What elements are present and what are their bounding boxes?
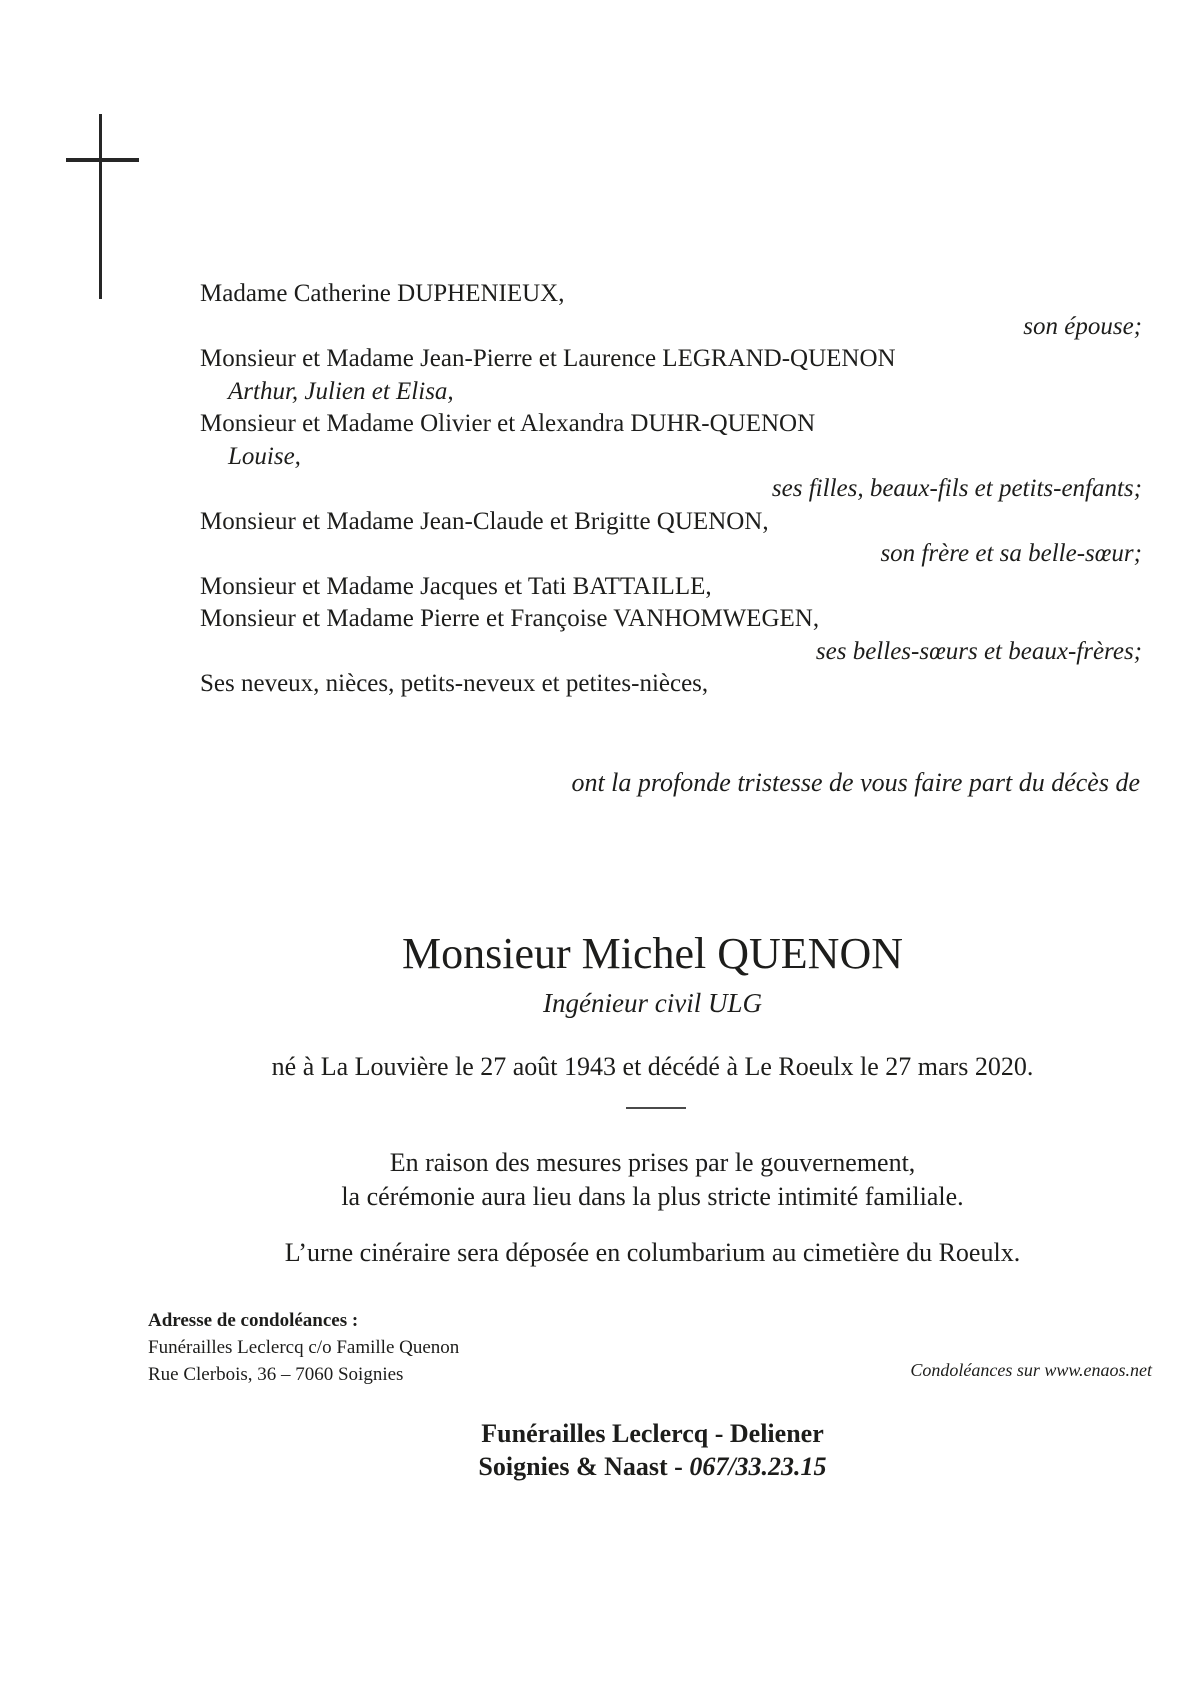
- announcement-line: ont la profonde tristesse de vous faire part du décès de: [571, 768, 1140, 797]
- ceremony-line-2: la cérémonie aura lieu dans la plus stricte intimité familiale.: [341, 1182, 964, 1211]
- family-line: Madame Catherine DUPHENIEUX,: [200, 280, 565, 307]
- funeral-home-phone: 067/33.23.15: [689, 1452, 827, 1481]
- deceased-name: Monsieur Michel QUENON: [401, 929, 904, 978]
- children-line: Arthur, Julien et Elisa,: [228, 377, 454, 405]
- family-line: Monsieur et Madame Pierre et Françoise VANHOMWEGEN,: [200, 605, 820, 632]
- condolence-address-line-2: Rue Clerbois, 36 – 7060 Soignies: [148, 1364, 404, 1385]
- cross-vertical-bar: [99, 114, 102, 299]
- family-line: Monsieur et Madame Jean-Pierre et Laurence LEGRAND-QUENON: [200, 345, 896, 372]
- relation-line: son épouse;: [1023, 312, 1142, 340]
- funeral-home-name: Funérailles Leclercq - Deliener: [481, 1419, 824, 1448]
- funeral-home-contact: [105, 1450, 1194, 1483]
- condolence-address-block: [148, 1307, 459, 1388]
- ceremony-line-1: En raison des mesures prises par le gouvernement,: [389, 1148, 916, 1177]
- condolence-address-line-1: Funérailles Leclercq c/o Famille Quenon: [148, 1337, 460, 1358]
- family-line: Ses neveux, nièces, petits-neveux et petites-nièces,: [200, 670, 709, 697]
- section-divider: [626, 1107, 686, 1109]
- funeral-home-block: [105, 1417, 1194, 1483]
- online-condolences-link: Condoléances sur www.enaos.net: [910, 1360, 1152, 1380]
- family-line: Monsieur et Madame Jean-Claude et Brigitte QUENON,: [200, 507, 769, 535]
- family-list: [200, 278, 1142, 701]
- relation-line: son frère et sa belle-sœur;: [880, 540, 1142, 567]
- family-line: Monsieur et Madame Jacques et Tati BATTAILLE,: [200, 572, 712, 600]
- deceased-title: Ingénieur civil ULG: [543, 988, 762, 1018]
- relation-line: ses belles-sœurs et beaux-frères;: [815, 637, 1142, 665]
- relation-line: ses filles, beaux-fils et petits-enfants;: [771, 475, 1142, 502]
- children-line: Louise,: [228, 442, 301, 470]
- condolence-address-heading: Adresse de condoléances :: [148, 1310, 359, 1331]
- ceremony-notice: [105, 1146, 1194, 1214]
- birth-death-line: né à La Louvière le 27 août 1943 et décédé à Le Roeulx le 27 mars 2020.: [271, 1052, 1034, 1081]
- funeral-home-location: Soignies & Naast -: [478, 1452, 690, 1481]
- family-line: Monsieur et Madame Olivier et Alexandra DUHR-QUENON: [200, 410, 816, 437]
- urn-notice: L’urne cinéraire sera déposée en columbarium au cimetière du Roeulx.: [284, 1238, 1021, 1267]
- cross-horizontal-bar: [66, 158, 139, 162]
